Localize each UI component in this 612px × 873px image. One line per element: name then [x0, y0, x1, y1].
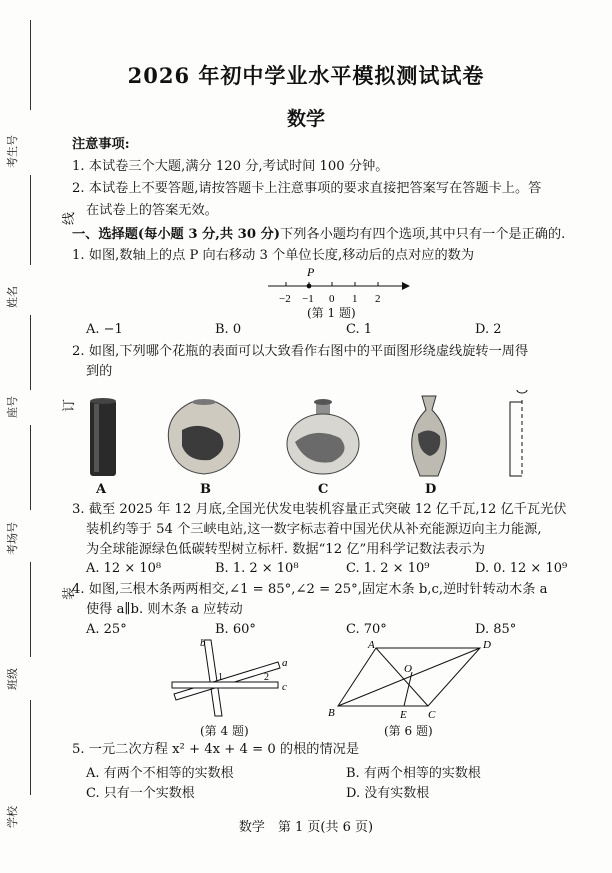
q3-option-b: B. 1. 2 × 10⁸ — [215, 561, 299, 576]
q2-label-b: B — [200, 482, 211, 497]
notice-item-1: 1. 本试卷三个大题,满分 120 分,考试时间 100 分钟。 — [72, 159, 389, 174]
q4-line-1: 4. 如图,三根木条两两相交,∠1 = 85°,∠2 = 25°,固定木条 b,c,逆时针转动木条 a — [72, 582, 548, 597]
exam-no-label: 考生号 — [6, 135, 19, 168]
axis-arrow — [402, 282, 410, 290]
class-label: 班级 — [6, 668, 19, 690]
label-a: a — [282, 657, 288, 669]
room-label: 考场号 — [6, 522, 19, 555]
point-p-label: P — [307, 265, 315, 279]
vertex-c: C — [428, 709, 436, 720]
q4-option-c: C. 70° — [346, 622, 387, 637]
q4-option-a: A. 25° — [86, 622, 127, 637]
stick-c — [172, 682, 278, 688]
q3-line-3: 为全球能源绿色低碳转型树立标杆. 数据“12 亿”用科学记数法表示为 — [86, 542, 485, 557]
q1-option-c: C. 1 — [346, 322, 373, 337]
vase-a — [90, 398, 116, 476]
q5-stem: 5. 一元二次方程 x² + 4x + 4 = 0 的根的情况是 — [72, 742, 360, 757]
q2-label-d: D — [425, 482, 437, 497]
q6-figure — [324, 636, 494, 720]
name-label: 姓名 — [6, 286, 19, 308]
q1-caption: (第 1 题) — [307, 306, 356, 320]
tick-label: 0 — [329, 293, 335, 305]
rotation-figure — [510, 390, 527, 476]
q1-option-d: D. 2 — [475, 322, 502, 337]
vase-d — [412, 396, 447, 476]
q6-caption: (第 6 题) — [384, 724, 433, 738]
margin-rule — [30, 175, 31, 265]
q1-option-a: A. −1 — [86, 322, 123, 337]
tick-label: 2 — [375, 293, 381, 305]
q5-option-a: A. 有两个不相等的实数根 — [86, 766, 234, 781]
school-label: 学校 — [6, 806, 19, 828]
q3-option-a: A. 12 × 10⁸ — [86, 561, 162, 576]
margin-rule — [30, 562, 31, 657]
angle-1-label: 1 — [218, 672, 223, 683]
margin-rule — [30, 425, 31, 510]
vertex-a: A — [368, 639, 375, 651]
subject-title: 数学 — [286, 108, 325, 130]
q3-line-1: 3. 截至 2025 年 12 月底,全国光伏发电装机容量正式突破 12 亿千瓦,12 亿千瓦光伏 — [72, 502, 567, 517]
q2-label-c: C — [318, 482, 329, 497]
section-heading — [72, 225, 565, 245]
point-o: O — [404, 663, 412, 675]
q4-caption: (第 4 题) — [200, 724, 249, 738]
notice-item-2b: 在试卷上的答案无效。 — [86, 203, 218, 218]
q1-stem: 1. 如图,数轴上的点 P 向右移动 3 个单位长度,移动后的点对应的数为 — [72, 248, 475, 263]
q2-stem-a: 2. 如图,下列哪个花瓶的表面可以大致看作右图中的平面图形绕虚线旋转一周得 — [72, 344, 529, 359]
q2-stem-b: 到的 — [86, 364, 113, 379]
q2-figures — [70, 390, 550, 482]
vertex-d: D — [483, 639, 491, 651]
q1-option-b: B. 0 — [215, 322, 242, 337]
margin-rule — [30, 700, 31, 795]
label-b: b — [200, 637, 206, 649]
point-e: E — [400, 709, 407, 720]
exam-title: 2026 年初中学业水平模拟测试试卷 — [127, 63, 485, 88]
q4-option-d: D. 85° — [475, 622, 517, 637]
q5-option-b: B. 有两个相等的实数根 — [346, 766, 481, 781]
q5-option-c: C. 只有一个实数根 — [86, 786, 195, 801]
seat-label: 座号 — [6, 396, 19, 418]
margin-rule — [30, 315, 31, 390]
q3-option-c: C. 1. 2 × 10⁹ — [346, 561, 430, 576]
section-heading-rest: 下列各小题均有四个选项,其中只有一个是正确的. — [280, 227, 566, 242]
notice-item-2a: 2. 本试卷上不要答题,请按答题卡上注意事项的要求直接把答案写在答题卡上。答 — [72, 181, 542, 196]
q3-option-d: D. 0. 12 × 10⁹ — [475, 561, 568, 576]
q5-option-d: D. 没有实数根 — [346, 786, 430, 801]
vase-c — [287, 399, 359, 474]
cut-line-mark: 线 — [62, 211, 77, 225]
tick-label: −1 — [302, 293, 314, 305]
tick-label: −2 — [279, 293, 291, 305]
vase-b — [168, 399, 239, 474]
cut-zhuang-mark: 装 — [62, 586, 77, 600]
section-heading-bold: 一、选择题(每小题 3 分,共 30 分) — [72, 227, 281, 242]
tick-label: 1 — [352, 293, 358, 305]
cut-ding-mark: 订 — [62, 398, 77, 412]
q4-figure — [166, 636, 294, 720]
vertex-b: B — [328, 707, 335, 719]
label-c: c — [282, 681, 287, 693]
q2-label-a: A — [96, 482, 107, 497]
point-p — [307, 284, 312, 289]
page-footer: 数学 第 1 页(共 6 页) — [238, 820, 374, 835]
notice-heading: 注意事项: — [72, 137, 130, 152]
q4-line-2: 使得 a∥b. 则木条 a 应转动 — [86, 602, 243, 617]
angle-2-label: 2 — [264, 672, 269, 683]
q3-line-2: 装机约等于 54 个三峡电站,这一数字标志着中国光伏从补充能源迈向主力能源, — [86, 522, 542, 537]
q4-option-b: B. 60° — [215, 622, 256, 637]
